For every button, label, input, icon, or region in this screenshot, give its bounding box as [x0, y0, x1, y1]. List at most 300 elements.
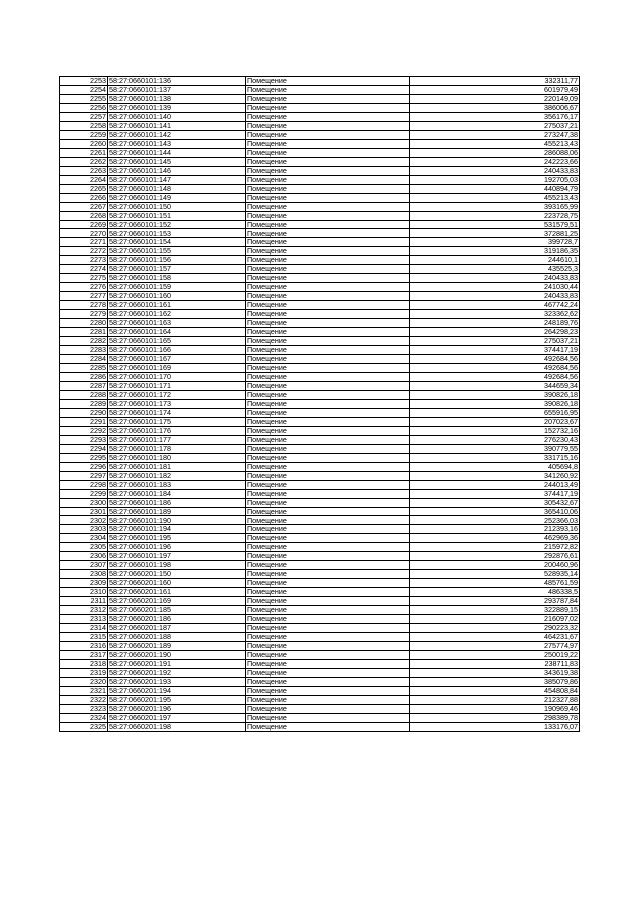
table-row: [60, 471, 580, 480]
object-type-cell: Помещение: [246, 372, 410, 381]
object-type-cell: Помещение: [246, 480, 410, 489]
cadastral-value-cell: 212327,88: [410, 695, 580, 704]
table-row: [60, 211, 580, 220]
row-number-cell: 2289: [60, 399, 108, 408]
table-row: [60, 283, 580, 292]
table-row: [60, 606, 580, 615]
cadastral-value-cell: 250019,22: [410, 651, 580, 660]
cadastral-value-table: [59, 76, 580, 732]
row-number-cell: 2270: [60, 229, 108, 238]
object-type-cell: Помещение: [246, 471, 410, 480]
row-number-cell: 2324: [60, 713, 108, 722]
cadastral-value-cell: 264298,23: [410, 328, 580, 337]
cadastral-number-cell: 58:27:0660101:176: [108, 426, 246, 435]
cadastral-value-cell: 216097,02: [410, 615, 580, 624]
cadastral-number-cell: 58:27:0660101:182: [108, 471, 246, 480]
row-number-cell: 2320: [60, 677, 108, 686]
table-row: [60, 417, 580, 426]
table-row: [60, 301, 580, 310]
row-number-cell: 2278: [60, 301, 108, 310]
table-row: [60, 579, 580, 588]
cadastral-value-cell: 244610,1: [410, 256, 580, 265]
object-type-cell: Помещение: [246, 319, 410, 328]
row-number-cell: 2267: [60, 202, 108, 211]
cadastral-number-cell: 58:27:0660101:197: [108, 552, 246, 561]
row-number-cell: 2288: [60, 390, 108, 399]
cadastral-number-cell: 58:27:0660101:173: [108, 399, 246, 408]
object-type-cell: Помещение: [246, 184, 410, 193]
row-number-cell: 2298: [60, 480, 108, 489]
cadastral-number-cell: 58:27:0660101:142: [108, 130, 246, 139]
row-number-cell: 2280: [60, 319, 108, 328]
row-number-cell: 2323: [60, 704, 108, 713]
row-number-cell: 2325: [60, 722, 108, 731]
object-type-cell: Помещение: [246, 489, 410, 498]
row-number-cell: 2284: [60, 355, 108, 364]
table-row: [60, 543, 580, 552]
cadastral-number-cell: 58:27:0660101:190: [108, 516, 246, 525]
table-row: [60, 633, 580, 642]
table-row: [60, 480, 580, 489]
row-number-cell: 2292: [60, 426, 108, 435]
table-row: [60, 328, 580, 337]
object-type-cell: Помещение: [246, 229, 410, 238]
row-number-cell: 2275: [60, 274, 108, 283]
table-row: [60, 121, 580, 130]
row-number-cell: 2295: [60, 453, 108, 462]
cadastral-value-cell: 374417,19: [410, 489, 580, 498]
object-type-cell: Помещение: [246, 453, 410, 462]
cadastral-number-cell: 58:27:0660201:169: [108, 597, 246, 606]
row-number-cell: 2257: [60, 112, 108, 121]
object-type-cell: Помещение: [246, 462, 410, 471]
table-row: [60, 507, 580, 516]
row-number-cell: 2294: [60, 444, 108, 453]
cadastral-value-cell: 343619,38: [410, 668, 580, 677]
cadastral-number-cell: 58:27:0660101:183: [108, 480, 246, 489]
object-type-cell: Помещение: [246, 193, 410, 202]
object-type-cell: Помещение: [246, 337, 410, 346]
cadastral-number-cell: 58:27:0660101:140: [108, 112, 246, 121]
object-type-cell: Помещение: [246, 121, 410, 130]
cadastral-value-cell: 212393,16: [410, 525, 580, 534]
row-number-cell: 2301: [60, 507, 108, 516]
row-number-cell: 2305: [60, 543, 108, 552]
cadastral-value-cell: 390779,55: [410, 444, 580, 453]
object-type-cell: Помещение: [246, 166, 410, 175]
table-row: [60, 166, 580, 175]
row-number-cell: 2268: [60, 211, 108, 220]
table-row: [60, 713, 580, 722]
cadastral-number-cell: 58:27:0660101:170: [108, 372, 246, 381]
object-type-cell: Помещение: [246, 659, 410, 668]
cadastral-value-cell: 455213,43: [410, 193, 580, 202]
cadastral-value-cell: 152732,16: [410, 426, 580, 435]
cadastral-value-cell: 242223,66: [410, 157, 580, 166]
cadastral-number-cell: 58:27:0660101:153: [108, 229, 246, 238]
cadastral-number-cell: 58:27:0660101:166: [108, 346, 246, 355]
row-number-cell: 2286: [60, 372, 108, 381]
cadastral-value-cell: 464231,67: [410, 633, 580, 642]
table-row: [60, 570, 580, 579]
cadastral-number-cell: 58:27:0660201:161: [108, 588, 246, 597]
cadastral-number-cell: 58:27:0660101:181: [108, 462, 246, 471]
cadastral-value-cell: 341260,92: [410, 471, 580, 480]
cadastral-value-cell: 332311,77: [410, 77, 580, 86]
table-row: [60, 139, 580, 148]
object-type-cell: Помещение: [246, 534, 410, 543]
row-number-cell: 2307: [60, 561, 108, 570]
cadastral-number-cell: 58:27:0660201:185: [108, 606, 246, 615]
cadastral-value-cell: 215972,82: [410, 543, 580, 552]
row-number-cell: 2313: [60, 615, 108, 624]
object-type-cell: Помещение: [246, 507, 410, 516]
row-number-cell: 2296: [60, 462, 108, 471]
table-row: [60, 310, 580, 319]
cadastral-number-cell: 58:27:0660101:196: [108, 543, 246, 552]
cadastral-number-cell: 58:27:0660201:197: [108, 713, 246, 722]
table-row: [60, 175, 580, 184]
cadastral-value-cell: 305432,67: [410, 498, 580, 507]
object-type-cell: Помещение: [246, 139, 410, 148]
table-row: [60, 534, 580, 543]
cadastral-value-cell: 492684,56: [410, 364, 580, 373]
cadastral-value-cell: 365410,06: [410, 507, 580, 516]
cadastral-number-cell: 58:27:0660201:187: [108, 624, 246, 633]
row-number-cell: 2314: [60, 624, 108, 633]
cadastral-value-cell: 455213,43: [410, 139, 580, 148]
cadastral-number-cell: 58:27:0660101:164: [108, 328, 246, 337]
object-type-cell: Помещение: [246, 408, 410, 417]
table-row: [60, 202, 580, 211]
cadastral-value-cell: 275774,97: [410, 642, 580, 651]
row-number-cell: 2283: [60, 346, 108, 355]
object-type-cell: Помещение: [246, 364, 410, 373]
table-body: [60, 77, 580, 732]
cadastral-value-cell: 290223,32: [410, 624, 580, 633]
cadastral-value-cell: 240433,83: [410, 274, 580, 283]
object-type-cell: Помещение: [246, 677, 410, 686]
object-type-cell: Помещение: [246, 346, 410, 355]
object-type-cell: Помещение: [246, 265, 410, 274]
row-number-cell: 2287: [60, 381, 108, 390]
row-number-cell: 2300: [60, 498, 108, 507]
cadastral-number-cell: 58:27:0660101:161: [108, 301, 246, 310]
cadastral-value-cell: 293787,84: [410, 597, 580, 606]
table-row: [60, 337, 580, 346]
row-number-cell: 2282: [60, 337, 108, 346]
object-type-cell: Помещение: [246, 157, 410, 166]
object-type-cell: Помещение: [246, 148, 410, 157]
cadastral-number-cell: 58:27:0660201:198: [108, 722, 246, 731]
cadastral-value-cell: 133176,07: [410, 722, 580, 731]
table-row: [60, 695, 580, 704]
table-row: [60, 498, 580, 507]
object-type-cell: Помещение: [246, 552, 410, 561]
cadastral-number-cell: 58:27:0660101:189: [108, 507, 246, 516]
cadastral-value-cell: 393165,99: [410, 202, 580, 211]
table-row: [60, 265, 580, 274]
row-number-cell: 2285: [60, 364, 108, 373]
row-number-cell: 2317: [60, 651, 108, 660]
table-row: [60, 453, 580, 462]
object-type-cell: Помещение: [246, 651, 410, 660]
cadastral-number-cell: 58:27:0660201:186: [108, 615, 246, 624]
cadastral-value-cell: 275037,21: [410, 121, 580, 130]
cadastral-number-cell: 58:27:0660101:162: [108, 310, 246, 319]
object-type-cell: Помещение: [246, 202, 410, 211]
cadastral-value-cell: 244013,49: [410, 480, 580, 489]
table-row: [60, 85, 580, 94]
cadastral-number-cell: 58:27:0660201:194: [108, 686, 246, 695]
object-type-cell: Помещение: [246, 103, 410, 112]
cadastral-value-cell: 356176,17: [410, 112, 580, 121]
object-type-cell: Помещение: [246, 633, 410, 642]
cadastral-value-cell: 405694,8: [410, 462, 580, 471]
object-type-cell: Помещение: [246, 328, 410, 337]
table-row: [60, 94, 580, 103]
cadastral-number-cell: 58:27:0660201:150: [108, 570, 246, 579]
object-type-cell: Помещение: [246, 695, 410, 704]
table-row: [60, 642, 580, 651]
cadastral-number-cell: 58:27:0660101:144: [108, 148, 246, 157]
table-row: [60, 220, 580, 229]
row-number-cell: 2309: [60, 579, 108, 588]
row-number-cell: 2277: [60, 292, 108, 301]
row-number-cell: 2322: [60, 695, 108, 704]
table-row: [60, 615, 580, 624]
cadastral-number-cell: 58:27:0660201:190: [108, 651, 246, 660]
cadastral-number-cell: 58:27:0660101:148: [108, 184, 246, 193]
cadastral-number-cell: 58:27:0660201:195: [108, 695, 246, 704]
cadastral-value-cell: 492684,56: [410, 355, 580, 364]
row-number-cell: 2316: [60, 642, 108, 651]
table-row: [60, 184, 580, 193]
object-type-cell: Помещение: [246, 713, 410, 722]
object-type-cell: Помещение: [246, 704, 410, 713]
row-number-cell: 2274: [60, 265, 108, 274]
cadastral-value-cell: 390826,18: [410, 390, 580, 399]
cadastral-number-cell: 58:27:0660101:172: [108, 390, 246, 399]
cadastral-value-cell: 485761,59: [410, 579, 580, 588]
cadastral-number-cell: 58:27:0660101:158: [108, 274, 246, 283]
object-type-cell: Помещение: [246, 668, 410, 677]
table-row: [60, 704, 580, 713]
cadastral-value-cell: 207023,67: [410, 417, 580, 426]
cadastral-value-cell: 298389,78: [410, 713, 580, 722]
table-row: [60, 130, 580, 139]
object-type-cell: Помещение: [246, 256, 410, 265]
row-number-cell: 2261: [60, 148, 108, 157]
cadastral-number-cell: 58:27:0660101:147: [108, 175, 246, 184]
row-number-cell: 2304: [60, 534, 108, 543]
cadastral-value-cell: 273247,38: [410, 130, 580, 139]
table-row: [60, 525, 580, 534]
row-number-cell: 2276: [60, 283, 108, 292]
table-row: [60, 238, 580, 247]
cadastral-value-cell: 190969,46: [410, 704, 580, 713]
table-row: [60, 77, 580, 86]
cadastral-value-cell: 655916,95: [410, 408, 580, 417]
cadastral-number-cell: 58:27:0660201:160: [108, 579, 246, 588]
cadastral-value-cell: 200460,96: [410, 561, 580, 570]
object-type-cell: Помещение: [246, 435, 410, 444]
cadastral-value-cell: 386006,67: [410, 103, 580, 112]
row-number-cell: 2310: [60, 588, 108, 597]
cadastral-value-cell: 462969,36: [410, 534, 580, 543]
table-row: [60, 462, 580, 471]
object-type-cell: Помещение: [246, 722, 410, 731]
object-type-cell: Помещение: [246, 211, 410, 220]
cadastral-value-cell: 292876,61: [410, 552, 580, 561]
object-type-cell: Помещение: [246, 642, 410, 651]
cadastral-value-cell: 252366,03: [410, 516, 580, 525]
table-row: [60, 552, 580, 561]
cadastral-number-cell: 58:27:0660101:143: [108, 139, 246, 148]
object-type-cell: Помещение: [246, 543, 410, 552]
row-number-cell: 2308: [60, 570, 108, 579]
cadastral-number-cell: 58:27:0660101:169: [108, 364, 246, 373]
object-type-cell: Помещение: [246, 274, 410, 283]
row-number-cell: 2312: [60, 606, 108, 615]
object-type-cell: Помещение: [246, 516, 410, 525]
object-type-cell: Помещение: [246, 292, 410, 301]
cadastral-value-cell: 531579,51: [410, 220, 580, 229]
cadastral-number-cell: 58:27:0660101:146: [108, 166, 246, 175]
row-number-cell: 2273: [60, 256, 108, 265]
table-row: [60, 516, 580, 525]
cadastral-value-cell: 240433,83: [410, 166, 580, 175]
table-row: [60, 364, 580, 373]
row-number-cell: 2321: [60, 686, 108, 695]
table-row: [60, 677, 580, 686]
object-type-cell: Помещение: [246, 615, 410, 624]
row-number-cell: 2262: [60, 157, 108, 166]
cadastral-value-cell: 385079,86: [410, 677, 580, 686]
row-number-cell: 2255: [60, 94, 108, 103]
cadastral-value-cell: 323362,62: [410, 310, 580, 319]
cadastral-value-cell: 440894,79: [410, 184, 580, 193]
cadastral-value-cell: 454808,84: [410, 686, 580, 695]
cadastral-number-cell: 58:27:0660101:154: [108, 238, 246, 247]
object-type-cell: Помещение: [246, 399, 410, 408]
cadastral-number-cell: 58:27:0660101:171: [108, 381, 246, 390]
cadastral-value-cell: 486338,5: [410, 588, 580, 597]
object-type-cell: Помещение: [246, 381, 410, 390]
table-row: [60, 588, 580, 597]
object-type-cell: Помещение: [246, 283, 410, 292]
cadastral-number-cell: 58:27:0660101:138: [108, 94, 246, 103]
table-row: [60, 659, 580, 668]
object-type-cell: Помещение: [246, 624, 410, 633]
table-row: [60, 651, 580, 660]
cadastral-number-cell: 58:27:0660101:195: [108, 534, 246, 543]
table-row: [60, 722, 580, 731]
object-type-cell: Помещение: [246, 525, 410, 534]
cadastral-number-cell: 58:27:0660101:184: [108, 489, 246, 498]
cadastral-value-cell: 192705,03: [410, 175, 580, 184]
row-number-cell: 2259: [60, 130, 108, 139]
object-type-cell: Помещение: [246, 606, 410, 615]
cadastral-value-cell: 467742,24: [410, 301, 580, 310]
cadastral-value-cell: 286088,06: [410, 148, 580, 157]
row-number-cell: 2306: [60, 552, 108, 561]
object-type-cell: Помещение: [246, 588, 410, 597]
row-number-cell: 2279: [60, 310, 108, 319]
cadastral-number-cell: 58:27:0660101:149: [108, 193, 246, 202]
cadastral-number-cell: 58:27:0660101:155: [108, 247, 246, 256]
row-number-cell: 2311: [60, 597, 108, 606]
object-type-cell: Помещение: [246, 85, 410, 94]
table-row: [60, 148, 580, 157]
table-row: [60, 319, 580, 328]
cadastral-number-cell: 58:27:0660101:156: [108, 256, 246, 265]
row-number-cell: 2265: [60, 184, 108, 193]
cadastral-number-cell: 58:27:0660101:160: [108, 292, 246, 301]
cadastral-value-cell: 374417,19: [410, 346, 580, 355]
row-number-cell: 2319: [60, 668, 108, 677]
object-type-cell: Помещение: [246, 686, 410, 695]
table-row: [60, 229, 580, 238]
object-type-cell: Помещение: [246, 444, 410, 453]
table-row: [60, 355, 580, 364]
cadastral-value-cell: 322889,15: [410, 606, 580, 615]
table-row: [60, 372, 580, 381]
table-row: [60, 381, 580, 390]
cadastral-value-cell: 601979,49: [410, 85, 580, 94]
cadastral-number-cell: 58:27:0660101:151: [108, 211, 246, 220]
cadastral-value-cell: 276230,43: [410, 435, 580, 444]
object-type-cell: Помещение: [246, 247, 410, 256]
object-type-cell: Помещение: [246, 112, 410, 121]
object-type-cell: Помещение: [246, 355, 410, 364]
row-number-cell: 2254: [60, 85, 108, 94]
cadastral-value-cell: 528935,14: [410, 570, 580, 579]
object-type-cell: Помещение: [246, 220, 410, 229]
cadastral-value-cell: 220149,09: [410, 94, 580, 103]
row-number-cell: 2315: [60, 633, 108, 642]
object-type-cell: Помещение: [246, 561, 410, 570]
cadastral-number-cell: 58:27:0660101:157: [108, 265, 246, 274]
row-number-cell: 2318: [60, 659, 108, 668]
cadastral-number-cell: 58:27:0660101:137: [108, 85, 246, 94]
cadastral-number-cell: 58:27:0660101:177: [108, 435, 246, 444]
row-number-cell: 2290: [60, 408, 108, 417]
row-number-cell: 2264: [60, 175, 108, 184]
object-type-cell: Помещение: [246, 77, 410, 86]
row-number-cell: 2253: [60, 77, 108, 86]
cadastral-number-cell: 58:27:0660101:178: [108, 444, 246, 453]
cadastral-value-cell: 240433,83: [410, 292, 580, 301]
row-number-cell: 2299: [60, 489, 108, 498]
row-number-cell: 2266: [60, 193, 108, 202]
object-type-cell: Помещение: [246, 426, 410, 435]
object-type-cell: Помещение: [246, 597, 410, 606]
object-type-cell: Помещение: [246, 417, 410, 426]
table-row: [60, 435, 580, 444]
cadastral-number-cell: 58:27:0660101:152: [108, 220, 246, 229]
row-number-cell: 2263: [60, 166, 108, 175]
object-type-cell: Помещение: [246, 130, 410, 139]
cadastral-number-cell: 58:27:0660101:174: [108, 408, 246, 417]
cadastral-number-cell: 58:27:0660101:159: [108, 283, 246, 292]
row-number-cell: 2291: [60, 417, 108, 426]
table-row: [60, 157, 580, 166]
table-row: [60, 399, 580, 408]
cadastral-number-cell: 58:27:0660101:163: [108, 319, 246, 328]
table-row: [60, 193, 580, 202]
table-row: [60, 561, 580, 570]
